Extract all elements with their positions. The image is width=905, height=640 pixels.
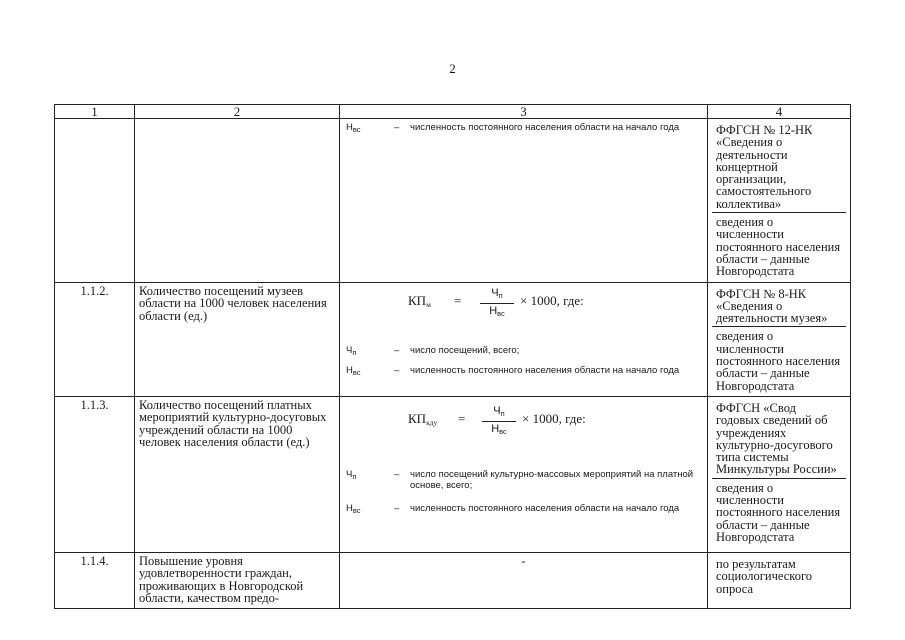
- formula-fraction: $Ч_п$ $Н_{вс}$: [480, 286, 514, 321]
- row-number: 1.1.4.: [55, 552, 135, 608]
- indicator-table: [54, 104, 851, 609]
- header-cell-3: 3: [340, 105, 708, 119]
- row-number: 1.1.2.: [55, 282, 135, 396]
- table-row-1-1-3: [55, 396, 851, 552]
- data-source-form: ФФГСН № 8-НК «Сведения о деятельности музея»: [716, 286, 828, 326]
- calculation-method: $КП_м$ = $Ч_п$ $Н_{вс}$ × 1000, где: $Ч_п$ – число посещений, всего; $Н_{вс}$ – численность постоянного населения области на начало года: [340, 282, 708, 396]
- table-row-1-1-2: [55, 282, 851, 396]
- data-source-survey: по результатам социологического опроса: [716, 556, 813, 596]
- data-source: [708, 552, 851, 608]
- row-number: [55, 119, 135, 283]
- data-source-population: сведения о численности постоянного населения области – данные Новгородстата: [712, 478, 846, 545]
- header-cell-2: 2: [135, 105, 340, 119]
- indicator-name: Количество посещений платных мероприятий культурно-досуговых учреждений области на 1000 человек населения области (ед.): [135, 396, 340, 552]
- calculation-method: -: [340, 552, 708, 608]
- header-cell-4: 4: [708, 105, 851, 119]
- row-number: 1.1.3.: [55, 396, 135, 552]
- indicator-name: Количество посещений музеев области на 1000 человек населения области (ед.): [135, 282, 340, 396]
- calculation-method: $Н_{вс}$ – численность постоянного населения области на начало года: [340, 119, 708, 283]
- table-row-1-1-4: [55, 552, 851, 608]
- calculation-method: $КП_{кду}$ = $Ч_п$ $Н_{вс}$ × 1000, где: $Ч_п$ – число посещений культурно-массовых мероприятий на платной основе, всего; $Н_{вс}$ – численность постоянного населения области на начало года: [340, 396, 708, 552]
- indicator-name: Повышение уровня удовлетворенности граждан, проживающих в Новгородской области, качеством предо-: [135, 552, 340, 608]
- page-number: 2: [449, 61, 456, 76]
- data-source: [708, 282, 851, 396]
- data-source-population: сведения о численности постоянного населения области – данные Новгородстата: [712, 212, 846, 279]
- data-source: [708, 119, 851, 283]
- header-cell-1: 1: [55, 105, 135, 119]
- data-source-population: сведения о численности постоянного населения области – данные Новгородстата: [712, 326, 846, 393]
- data-source-form: ФФГСН № 12-НК «Сведения о деятельности концертной организации, самостоятельного коллектива»: [716, 123, 813, 211]
- data-source: [708, 396, 851, 552]
- indicator-name: [135, 119, 340, 283]
- table-header-row: [55, 105, 851, 119]
- formula-fraction: $Ч_п$ $Н_{вс}$: [482, 404, 516, 439]
- table-row-continuation: [55, 119, 851, 283]
- data-source-form: ФФГСН «Свод годовых сведений об учреждениях культурно-досугового типа системы Минкультуры России»: [716, 400, 837, 477]
